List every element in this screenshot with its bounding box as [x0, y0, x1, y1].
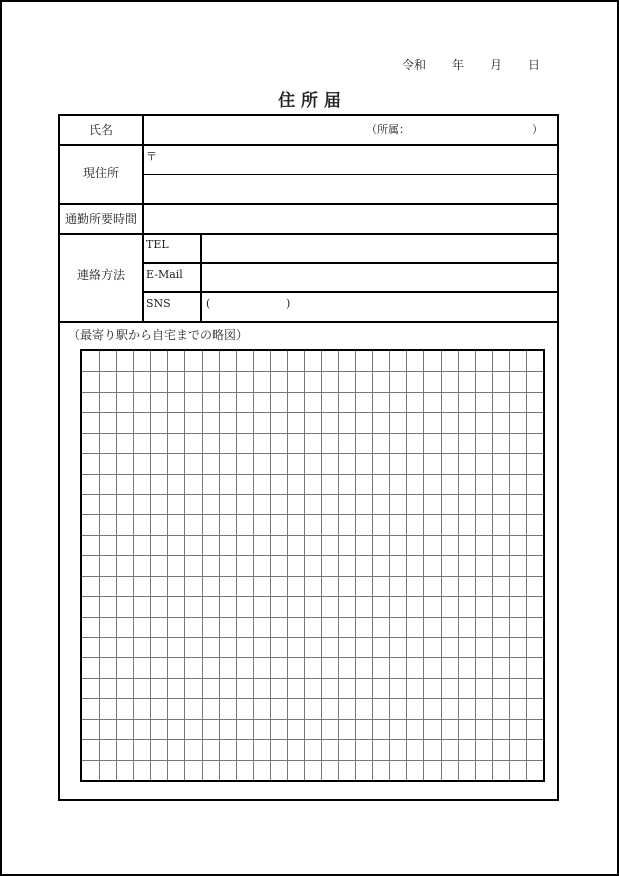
- date-era: 令和: [402, 58, 427, 72]
- map-grid-lines: [82, 351, 543, 780]
- divider: [142, 291, 557, 293]
- sns-close-paren: ): [286, 297, 291, 310]
- current-address-label: 現住所: [82, 166, 119, 180]
- name-label: 氏名: [88, 123, 113, 137]
- commute-time-label: 通勤所要時間: [64, 212, 137, 226]
- email-label: E-Mail: [146, 268, 183, 281]
- divider: [60, 144, 557, 146]
- affiliation-label: （所属：: [366, 123, 410, 136]
- address-form: [58, 114, 559, 801]
- divider: [142, 116, 144, 323]
- divider: [142, 262, 557, 264]
- postal-mark: 〒: [146, 150, 157, 163]
- sns-open-paren: (: [206, 297, 211, 310]
- date-day: 日: [528, 58, 541, 72]
- affiliation-close: ）: [532, 123, 543, 136]
- divider: [200, 233, 202, 323]
- date-line: [402, 56, 540, 73]
- map-label: （最寄り駅から自宅までの略図）: [68, 328, 249, 342]
- divider: [60, 203, 557, 205]
- tel-label: TEL: [146, 238, 169, 251]
- map-grid: [80, 349, 545, 782]
- divider: [60, 321, 557, 323]
- date-month: 月: [490, 58, 503, 72]
- sns-label: SNS: [146, 297, 171, 310]
- page-title: 住 所 届: [278, 91, 341, 111]
- divider: [60, 233, 557, 235]
- divider: [142, 174, 557, 175]
- contact-method-label: 連絡方法: [76, 268, 125, 282]
- date-year: 年: [452, 58, 465, 72]
